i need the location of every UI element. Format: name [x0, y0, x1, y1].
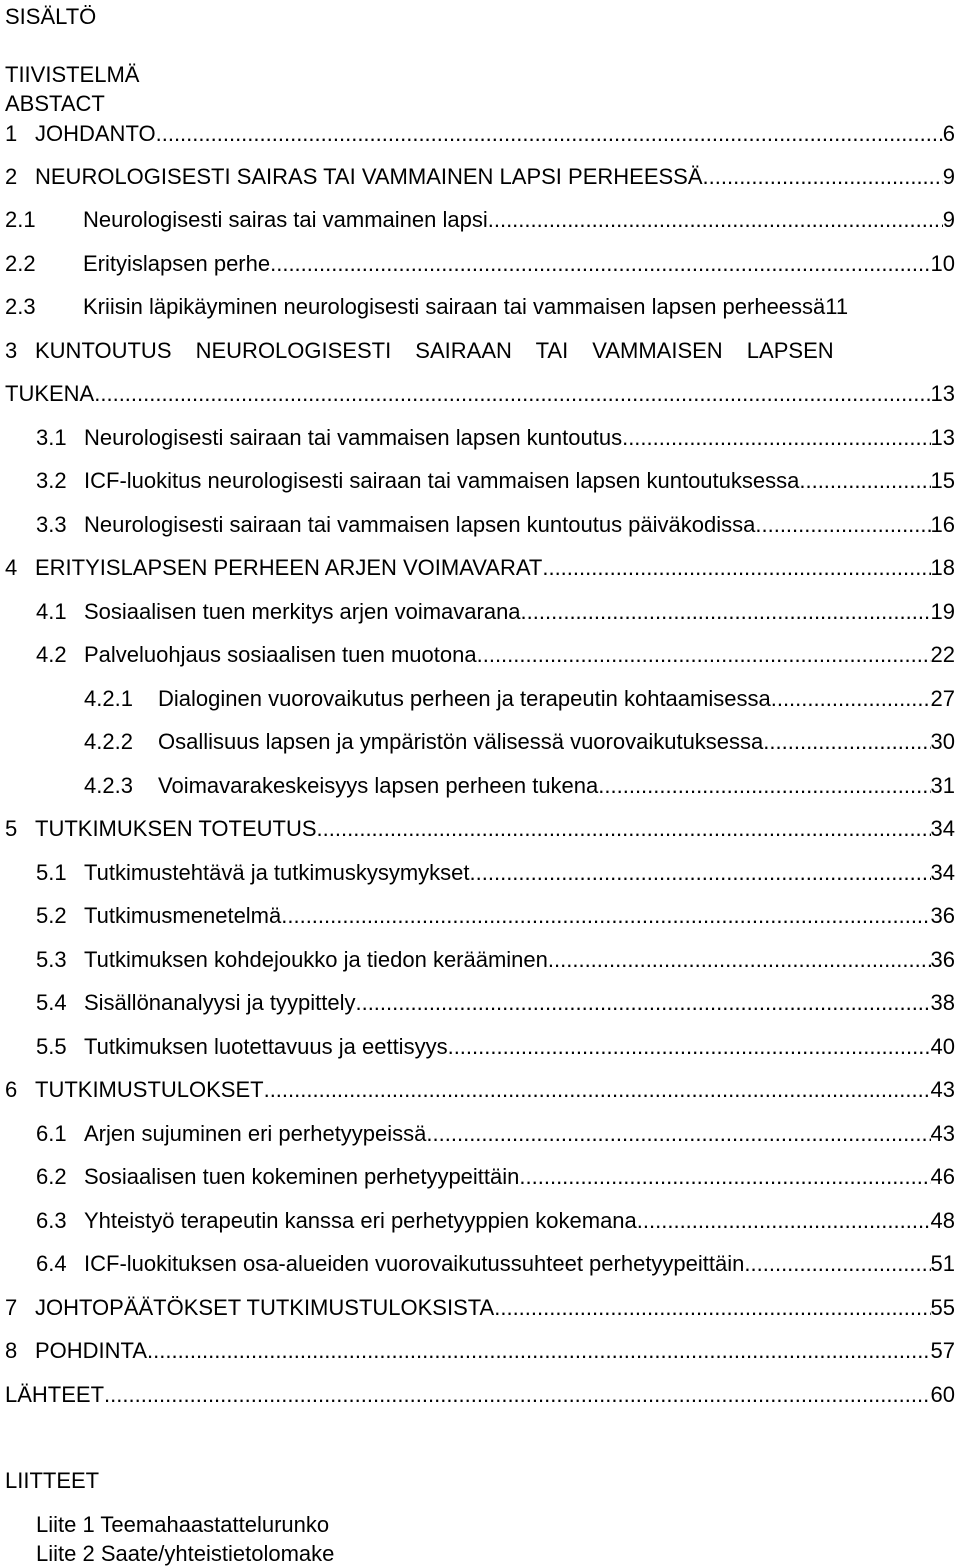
- toc-entry-number: 3.1: [36, 425, 67, 450]
- dot-leader: [355, 992, 930, 1014]
- dot-leader: [477, 644, 931, 666]
- dot-leader: [799, 470, 930, 492]
- toc-entry-page: 36: [930, 947, 955, 972]
- toc-entry-title: Yhteistyö terapeutin kanssa eri perhetyyppien kokemana: [84, 1208, 637, 1233]
- dot-leader: [755, 514, 930, 536]
- toc-entry-number: 2.1: [5, 207, 36, 232]
- dot-leader: [94, 383, 930, 405]
- toc-entry-number: 6.2: [36, 1164, 67, 1189]
- toc-entry-page: 13: [930, 425, 955, 450]
- dot-leader: [548, 949, 931, 971]
- dot-leader: [598, 775, 930, 797]
- toc-entry-number: 5.3: [36, 947, 67, 972]
- toc-entry-number: 2: [5, 164, 18, 189]
- toc-entry[interactable]: [36, 466, 955, 492]
- toc-entry-title: LÄHTEET: [5, 1382, 105, 1407]
- toc-entry-page: 9: [942, 207, 955, 232]
- dot-leader: [470, 862, 931, 884]
- toc-entry-page: 48: [930, 1208, 955, 1233]
- toc-entry-title-continued: TUKENA: [5, 381, 95, 406]
- toc-entry-line2[interactable]: [5, 379, 955, 405]
- toc-entry-number: 3.2: [36, 468, 67, 493]
- dot-leader: [519, 1166, 930, 1188]
- toc-entry-page: 36: [930, 903, 955, 928]
- toc-entry-title: NEUROLOGISESTI SAIRAS TAI VAMMAINEN LAPSI PERHEESSÄ: [35, 164, 703, 189]
- toc-entry-page: 34: [930, 816, 955, 841]
- dot-leader: [703, 166, 943, 188]
- toc-entry-page: 18: [930, 555, 955, 580]
- toc-entry[interactable]: [36, 510, 955, 536]
- toc-entry-number: 7: [5, 1295, 18, 1320]
- toc-entry[interactable]: [5, 814, 955, 840]
- toc-entry-title: Erityislapsen perhe: [83, 251, 271, 276]
- toc-entry-title: JOHDANTO: [35, 121, 156, 146]
- toc-entry-page: 30: [930, 729, 955, 754]
- toc-entry-title: Dialoginen vuorovaikutus perheen ja terapeutin kohtaamisessa: [158, 686, 771, 711]
- dot-leader: [264, 1079, 931, 1101]
- toc-entry-page: 46: [930, 1164, 955, 1189]
- toc-entry[interactable]: [36, 1162, 955, 1188]
- toc-entry[interactable]: [5, 205, 955, 231]
- toc-entry[interactable]: [5, 292, 955, 318]
- toc-entry-number: 4.2.3: [84, 773, 133, 798]
- toc-entry-page: 9: [942, 164, 955, 189]
- toc-entry[interactable]: [5, 119, 955, 145]
- toc-entry-line1[interactable]: [5, 336, 955, 362]
- toc-entry-number: 5.4: [36, 990, 67, 1015]
- toc-entry-number: 6: [5, 1077, 18, 1102]
- toc-entry-page: 16: [930, 512, 955, 537]
- toc-entry-number: 3.3: [36, 512, 67, 537]
- toc-entry-number: 2.2: [5, 251, 36, 276]
- dot-leader: [104, 1384, 930, 1406]
- toc-entry-references[interactable]: [5, 1380, 955, 1406]
- toc-entry-page: 6: [942, 121, 955, 146]
- dot-leader: [744, 1253, 930, 1275]
- toc-entry-number: 6.3: [36, 1208, 67, 1233]
- toc-entry-page: 19: [930, 599, 955, 624]
- toc-entry-number: 5.5: [36, 1034, 67, 1059]
- toc-entry-number: 5: [5, 816, 18, 841]
- toc-entry-title: Palveluohjaus sosiaalisen tuen muotona: [84, 642, 477, 667]
- toc-entry-page: 51: [930, 1251, 955, 1276]
- toc-entry-number: 1: [5, 121, 18, 146]
- dot-leader: [448, 1036, 931, 1058]
- toc-entry[interactable]: [5, 1293, 955, 1319]
- toc-entry-number: 6.1: [36, 1121, 67, 1146]
- dot-leader: [426, 1123, 930, 1145]
- dot-leader: [771, 688, 931, 710]
- toc-entry-title: TUTKIMUSTULOKSET: [35, 1077, 264, 1102]
- toc-entry-title: Voimavarakeskeisyys lapsen perheen tukena: [158, 773, 599, 798]
- dot-leader: [763, 731, 930, 753]
- toc-entry-title: Sosiaalisen tuen merkitys arjen voimavarana: [84, 599, 521, 624]
- appendix-item[interactable]: Liite 2 Saate/yhteistietolomake: [36, 1541, 335, 1566]
- toc-entry-title: Sisällönanalyysi ja tyypittely: [84, 990, 356, 1015]
- toc-entry[interactable]: [5, 553, 955, 579]
- toc-entry-page: 40: [930, 1034, 955, 1059]
- toc-entry-title: ICF-luokituksen osa-alueiden vuorovaikutussuhteet perhetyypeittäin: [84, 1251, 745, 1276]
- toc-entry[interactable]: [36, 901, 955, 927]
- toc-entry-page: 38: [930, 990, 955, 1015]
- toc-entry-title: Sosiaalisen tuen kokeminen perhetyypeittäin: [84, 1164, 520, 1189]
- toc-entry[interactable]: [36, 640, 955, 666]
- toc-entry-number: 4.2: [36, 642, 67, 667]
- toc-entry-number: 5.2: [36, 903, 67, 928]
- appendix-heading: LIITTEET: [5, 1468, 100, 1493]
- toc-entry-number: 4.2.2: [84, 729, 133, 754]
- toc-entry-title: Neurologisesti sairaan tai vammaisen lapsen kuntoutus päiväkodissa: [84, 512, 756, 537]
- toc-entry[interactable]: [84, 727, 955, 753]
- toc-entry[interactable]: [36, 423, 955, 449]
- toc-entry[interactable]: [36, 597, 955, 623]
- dot-leader: [270, 253, 930, 275]
- toc-entry-page: 11: [825, 294, 849, 319]
- toc-entry-page: 60: [930, 1382, 955, 1407]
- toc-entry-page: 22: [930, 642, 955, 667]
- page-title: SISÄLTÖ: [5, 4, 97, 29]
- toc-entry-number: 5.1: [36, 860, 67, 885]
- toc-entry-number: 2.3: [5, 294, 36, 319]
- toc-entry[interactable]: [5, 249, 955, 275]
- toc-entry-page: 15: [930, 468, 955, 493]
- toc-entry-page: 34: [930, 860, 955, 885]
- dot-leader: [521, 601, 931, 623]
- toc-entry-title: Neurologisesti sairaan tai vammaisen lapsen kuntoutus: [84, 425, 623, 450]
- toc-entry[interactable]: [5, 162, 955, 188]
- toc-entry-title: Tutkimuksen kohdejoukko ja tiedon kerääminen: [84, 947, 548, 972]
- dot-leader: [317, 818, 931, 840]
- toc-entry-page: 43: [930, 1077, 955, 1102]
- toc-entry[interactable]: [36, 858, 955, 884]
- toc-entry-title: ERITYISLAPSEN PERHEEN ARJEN VOIMAVARAT: [35, 555, 543, 580]
- dot-leader: [622, 427, 930, 449]
- toc-entry-title: ICF-luokitus neurologisesti sairaan tai vammaisen lapsen kuntoutuksessa: [84, 468, 800, 493]
- dot-leader: [488, 209, 943, 231]
- toc-entry-page: 13: [930, 381, 955, 406]
- toc-entry[interactable]: [36, 1119, 955, 1145]
- toc-entry-number: 4.1: [36, 599, 67, 624]
- toc-entry-title: Tutkimuksen luotettavuus ja eettisyys: [84, 1034, 448, 1059]
- toc-entry-title: KUNTOUTUS NEUROLOGISESTI SAIRAAN TAI VAMMAISEN LAPSEN: [35, 338, 834, 363]
- toc-entry[interactable]: [5, 1075, 955, 1101]
- toc-entry[interactable]: [84, 684, 955, 710]
- toc-entry-number: 4: [5, 555, 18, 580]
- toc-entry-title: Tutkimustehtävä ja tutkimuskysymykset: [84, 860, 470, 885]
- toc-entry-page: 55: [930, 1295, 955, 1320]
- toc-entry-title: Arjen sujuminen eri perhetyypeissä: [84, 1121, 427, 1146]
- toc-entry-number: 3: [5, 338, 18, 363]
- toc-entry-title: POHDINTA: [35, 1338, 148, 1363]
- toc-entry-number: 4.2.1: [84, 686, 133, 711]
- toc-entry-title: TUTKIMUKSEN TOTEUTUS: [35, 816, 317, 841]
- toc-entry[interactable]: [5, 1336, 955, 1362]
- toc-entry[interactable]: [36, 945, 955, 971]
- toc-entry[interactable]: [36, 1206, 955, 1232]
- toc-entry-page: 43: [930, 1121, 955, 1146]
- dot-leader: [637, 1210, 931, 1232]
- appendix-item[interactable]: Liite 1 Teemahaastattelurunko: [36, 1512, 330, 1537]
- toc-entry-number: 6.4: [36, 1251, 67, 1276]
- toc-entry-title: Osallisuus lapsen ja ympäristön välisessä vuorovaikutuksessa: [158, 729, 764, 754]
- dot-leader: [281, 905, 930, 927]
- dot-leader: [542, 557, 930, 579]
- toc-entry-page: 57: [930, 1338, 955, 1363]
- toc-entry-title: Neurologisesti sairas tai vammainen lapsi: [83, 207, 488, 232]
- toc-entry[interactable]: [84, 771, 955, 797]
- toc-entry-title: JOHTOPÄÄTÖKSET TUTKIMUSTULOKSISTA: [35, 1295, 495, 1320]
- toc-entry[interactable]: [36, 988, 955, 1014]
- dot-leader: [156, 123, 943, 145]
- toc-entry-page: 27: [930, 686, 955, 711]
- toc-entry-title: Tutkimusmenetelmä: [84, 903, 282, 928]
- dot-leader: [494, 1297, 930, 1319]
- toc-entry[interactable]: [36, 1032, 955, 1058]
- toc-entry-title: Kriisin läpikäyminen neurologisesti sairaan tai vammaisen lapsen perheessä: [83, 294, 826, 319]
- dot-leader: [147, 1340, 930, 1362]
- front-matter-item: TIIVISTELMÄ: [5, 62, 140, 87]
- toc-entry-page: 10: [930, 251, 955, 276]
- toc-entry-page: 31: [930, 773, 955, 798]
- front-matter-item: ABSTACT: [5, 91, 105, 116]
- toc-entry-number: 8: [5, 1338, 18, 1363]
- toc-entry[interactable]: [36, 1249, 955, 1275]
